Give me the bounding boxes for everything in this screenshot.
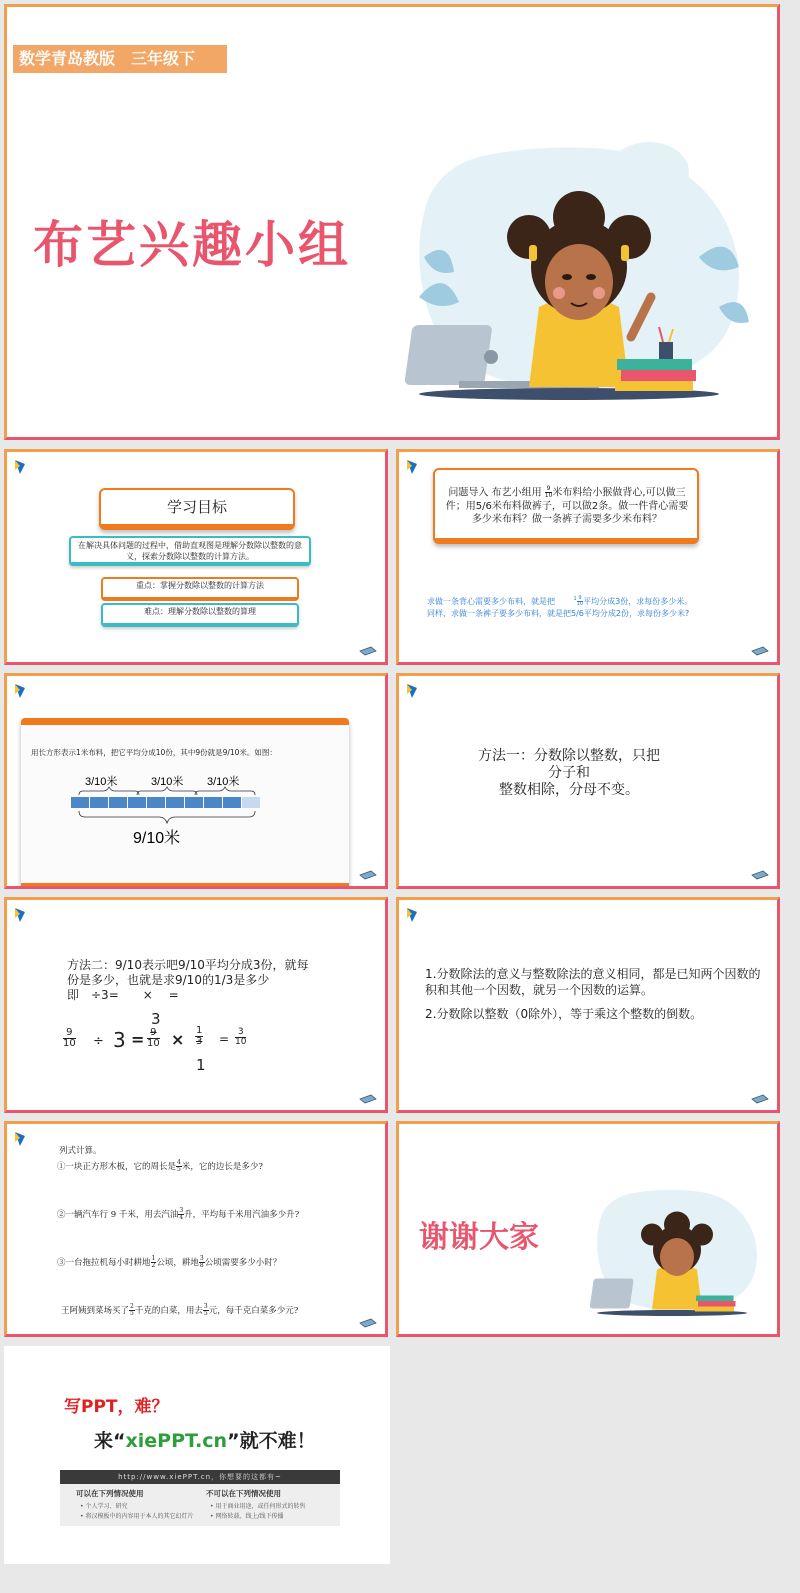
- slide-thanks[interactable]: [396, 1121, 780, 1337]
- method-one-line: 分子和: [548, 765, 590, 781]
- fraction: [63, 1028, 76, 1049]
- method-two-line: 方法二：9/10表示吧9/10平均分成3份，就每: [67, 958, 309, 972]
- promo-text: ”就不难！: [227, 1430, 316, 1452]
- goals-heading: 学习目标: [99, 488, 295, 530]
- exercise-text: ①一块正方形木板，它的周长是: [57, 1162, 177, 1172]
- problem-banner: [433, 468, 699, 544]
- fraction-numerator: 9: [578, 595, 582, 601]
- equals-sign: =: [219, 1032, 230, 1046]
- method-one-line: 整数相除，分母不变。: [499, 782, 639, 798]
- total-brace: [79, 811, 255, 823]
- fraction-numerator: 3: [203, 1303, 208, 1310]
- bar-cell: [185, 797, 203, 808]
- forbidden-item: • 用于商业用途，或任何形式的转售: [210, 1503, 306, 1510]
- slide-promo[interactable]: [4, 1346, 390, 1564]
- allowed-item: • 个人学习、研究: [80, 1503, 128, 1510]
- exercise-text: ③一台拖拉机每小时耕地: [57, 1258, 151, 1268]
- fraction-denominator: 10: [147, 1038, 160, 1049]
- segment-label: 3/10米: [85, 776, 118, 788]
- bar-cell: [223, 797, 241, 808]
- fraction: [235, 1028, 246, 1047]
- logo-icon: [13, 682, 27, 700]
- diagram-caption: 用长方形表示1米布料，把它平均分成10份，其中9份就是9/10米。如图：: [31, 748, 277, 757]
- pen-icon: [359, 1318, 377, 1328]
- fraction-denominator: 10: [576, 601, 584, 607]
- fraction-denominator: 4: [179, 1214, 184, 1221]
- hint-line-2: 同样，求做一条裤子要多少布料，就是把5/6平均分成2份，求每份多少米?: [427, 609, 690, 618]
- pen-icon: [359, 646, 377, 656]
- page-title: 布艺兴趣小组: [33, 216, 351, 274]
- method-two-text: [67, 958, 309, 1003]
- equals-sign: =: [131, 1030, 145, 1049]
- logo-icon: [13, 1130, 27, 1148]
- fraction: [195, 1026, 203, 1047]
- logo-icon: [13, 906, 27, 924]
- hint-prefix-digit: 1: [573, 596, 577, 602]
- promo-site[interactable]: xiePPT.cn: [125, 1430, 228, 1452]
- bar-cell: [147, 797, 165, 808]
- method-one-text: [449, 748, 689, 799]
- exercise-item: [57, 1160, 263, 1173]
- usage-panel: [60, 1484, 340, 1526]
- segment-brace: [195, 787, 255, 795]
- exercise-heading: 列式计算。: [59, 1146, 102, 1156]
- fraction-denominator: 5: [177, 1166, 181, 1173]
- segment-brace: [137, 787, 197, 795]
- logo-icon: [405, 906, 419, 924]
- goal-description: 在解决具体问题的过程中，借助直观图是理解分数除以整数的意义，探索分数除以整数的计算方法。: [69, 536, 311, 566]
- bar-cell: [166, 797, 184, 808]
- slide-learning-goals[interactable]: [4, 449, 388, 665]
- fraction-numerator: 4: [177, 1159, 181, 1166]
- slide-bar-diagram[interactable]: [4, 673, 388, 889]
- conclusion-text: [425, 966, 761, 1022]
- slide-exercises[interactable]: [4, 1121, 388, 1337]
- exercise-item: [57, 1208, 299, 1221]
- fraction: [147, 1028, 160, 1049]
- fraction-numerator: 9: [546, 485, 551, 492]
- allowed-heading: 可以在下列情况使用: [76, 1489, 144, 1498]
- exercise-text: 千克的白菜，用去: [134, 1306, 203, 1316]
- girl-laptop-illustration: [587, 1184, 767, 1320]
- divide-sign: ÷: [93, 1034, 104, 1049]
- fraction-numerator: 9: [63, 1028, 76, 1039]
- key-point: 重点：掌握分数除以整数的计算方法: [101, 577, 299, 601]
- bar-cell: [71, 797, 89, 808]
- bar-cell: [242, 797, 260, 808]
- bar-cell: [128, 797, 146, 808]
- fraction-denominator: 3: [196, 1036, 203, 1047]
- exercise-item: [57, 1256, 281, 1269]
- exercise-item: [61, 1304, 298, 1317]
- promo-url-bar[interactable]: http://www.xiePPT.cn，你想要的这都有~: [60, 1470, 340, 1484]
- promo-text: 来“: [94, 1430, 126, 1452]
- pen-icon: [751, 1094, 769, 1104]
- slide-problem-intro[interactable]: [396, 449, 780, 665]
- fraction-numerator: 1: [151, 1255, 156, 1262]
- fraction-denominator: 2: [151, 1262, 156, 1269]
- fraction-denominator: 10: [63, 1038, 76, 1049]
- reduced-numerator: 3: [151, 1010, 161, 1028]
- fraction-denominator: 10: [544, 492, 553, 499]
- method-two-line: 份是多少，也就是求9/10的1/3是多少: [67, 973, 270, 987]
- promo-line-2: [94, 1426, 316, 1453]
- bar-cell: [90, 797, 108, 808]
- pen-icon: [359, 870, 377, 880]
- fraction-numerator: 2: [130, 1303, 134, 1310]
- method-two-line: 即 ÷3= × =: [67, 988, 179, 1002]
- exercise-text: 米，它的边长是多少?: [181, 1162, 263, 1172]
- fraction-denominator: 8: [199, 1262, 204, 1269]
- fraction-denominator: 10: [235, 1037, 247, 1047]
- logo-icon: [405, 458, 419, 476]
- fraction-denominator: 5: [130, 1310, 134, 1317]
- rule-one: 1.分数除法的意义与整数除法的意义相同，都是已知两个因数的积和其他一个因数，就另一个因数的运算。: [425, 967, 761, 997]
- pen-icon: [751, 870, 769, 880]
- logo-icon: [13, 458, 27, 476]
- thanks-title: 谢谢大家: [419, 1220, 539, 1255]
- fraction-numerator: 3: [235, 1028, 246, 1038]
- segment-label: 3/10米: [151, 776, 184, 788]
- problem-text: 米布料给小猴做背心,可以做三件；用5/6米布料做裤子，可以做2条。做一件背心需要多少米布料？做一条裤子需要多少米布料？: [445, 487, 689, 525]
- bar-cells: [71, 797, 260, 808]
- diagram-card: [21, 718, 349, 889]
- equation: [63, 1010, 263, 1082]
- slide-conclusion[interactable]: [396, 897, 780, 1113]
- slide-method-one[interactable]: [396, 673, 780, 889]
- rule-two: 2.分数除以整数（0除外），等于乘这个整数的倒数。: [425, 1007, 703, 1021]
- exercise-text: 元，每千克白菜多少元?: [208, 1306, 299, 1316]
- fraction-numerator: 3: [199, 1255, 204, 1262]
- exercise-text: 王阿姨到菜场买了: [61, 1306, 130, 1316]
- segment-brace: [79, 787, 139, 795]
- exercise-text: 升，平均每千米用汽油多少升?: [184, 1210, 300, 1220]
- reduced-denominator: 1: [196, 1056, 206, 1074]
- pen-icon: [751, 646, 769, 656]
- segment-label: 3/10米: [207, 776, 240, 788]
- times-sign: ×: [171, 1030, 185, 1049]
- fraction-numerator: 3: [179, 1207, 184, 1214]
- slide-method-two[interactable]: [4, 897, 388, 1113]
- fraction-bar-diagram: [71, 773, 281, 853]
- divisor: 3: [113, 1028, 126, 1052]
- grade-tag: 数学青岛教版 三年级下: [13, 45, 227, 73]
- hint-line-1: [427, 596, 692, 607]
- forbidden-heading: 不可以在下列情况使用: [206, 1489, 281, 1498]
- forbidden-item: • 网络转载、线上/线下传播: [210, 1513, 284, 1520]
- pen-icon: [359, 1094, 377, 1104]
- hint-text-end: 平均分成3份，求每份多少米。: [583, 597, 693, 606]
- fraction-numerator: 9: [147, 1028, 160, 1039]
- problem-prefix: 问题导入 布艺小组用: [448, 487, 542, 499]
- girl-laptop-illustration: [399, 137, 759, 407]
- difficult-point: 难点：理解分数除以整数的算理: [101, 603, 299, 627]
- promo-line-1: 写PPT，难？: [64, 1397, 169, 1417]
- bar-cell: [109, 797, 127, 808]
- exercise-text: 公顷，耕地: [156, 1258, 199, 1268]
- logo-icon: [405, 682, 419, 700]
- allowed-item: • 将汉模板中的内容用于本人的其它幻灯片: [80, 1513, 194, 1520]
- hint-text: 求做一条背心需要多少布料，就是把: [427, 597, 555, 606]
- exercise-text: ②一辆汽车行 9 千米，用去汽油: [57, 1210, 179, 1220]
- total-label: 9/10米: [133, 830, 181, 847]
- fraction-numerator: 1: [196, 1025, 203, 1036]
- slide-title[interactable]: [4, 4, 780, 440]
- bar-cell: [204, 797, 222, 808]
- exercise-text: 公顷需要多少小时？: [204, 1258, 282, 1268]
- fraction-denominator: 5: [203, 1310, 208, 1317]
- method-one-line: 方法一：分数除以整数，只把: [478, 748, 660, 764]
